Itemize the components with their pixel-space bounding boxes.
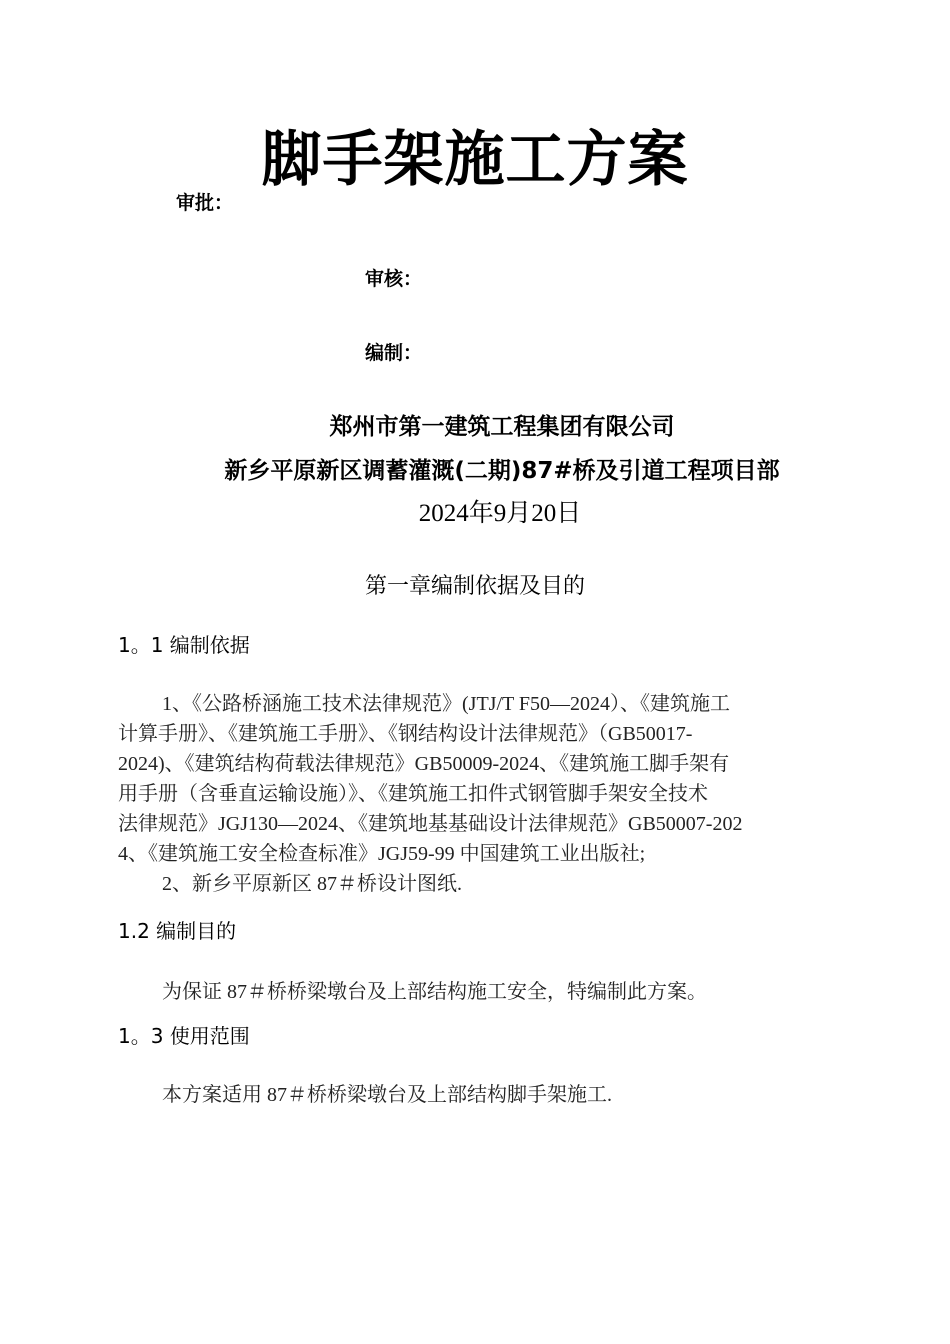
scope-text: 本方案适用 87＃桥桥梁墩台及上部结构脚手架施工. (162, 1084, 612, 1106)
chapter-title: 第一章编制依据及目的 (364, 574, 585, 599)
project-name: 新乡平原新区调蓄灌溉(二期)87#桥及引道工程项目部 (224, 458, 780, 484)
company-name: 郑州市第一建筑工程集团有限公司 (329, 414, 675, 440)
basis-line: 2、新乡平原新区 87＃桥设计图纸. (162, 873, 462, 895)
basis-line: 计算手册》、《建筑施工手册》、《钢结构设计法律规范》（GB50017- (118, 723, 693, 745)
basis-line: 法律规范》JGJ130—2024、《建筑地基基础设计法律规范》GB50007-202 (118, 813, 743, 835)
document-date: 2024年9月20日 (418, 500, 582, 527)
review-label: 审核： (365, 268, 423, 290)
basis-line: 用手册（含垂直运输设施）》、《建筑施工扣件式钢管脚手架安全技术 (118, 783, 708, 805)
basis-line: 4、《建筑施工安全检查标准》JGJ59-99 中国建筑工业出版社; (118, 843, 646, 865)
basis-line: 2024)、《建筑结构荷载法律规范》GB50009-2024、《建筑施工脚手架有 (118, 753, 730, 775)
section-heading-purpose: 1.2 编制目的 (118, 919, 237, 943)
document-title: 脚手架施工方案 (261, 125, 689, 195)
section-heading-basis: 1。1 编制依据 (118, 633, 250, 657)
basis-line: 1、《公路桥涵施工技术法律规范》(JTJ/T F50—2024）、《建筑施工 (162, 693, 730, 715)
purpose-text: 为保证 87＃桥桥梁墩台及上部结构施工安全，特编制此方案。 (162, 981, 707, 1003)
section-heading-scope: 1。3 使用范围 (118, 1024, 250, 1048)
approve-label: 审批： (176, 192, 234, 214)
basis-paragraph (118, 689, 838, 899)
compile-label: 编制： (365, 342, 423, 364)
